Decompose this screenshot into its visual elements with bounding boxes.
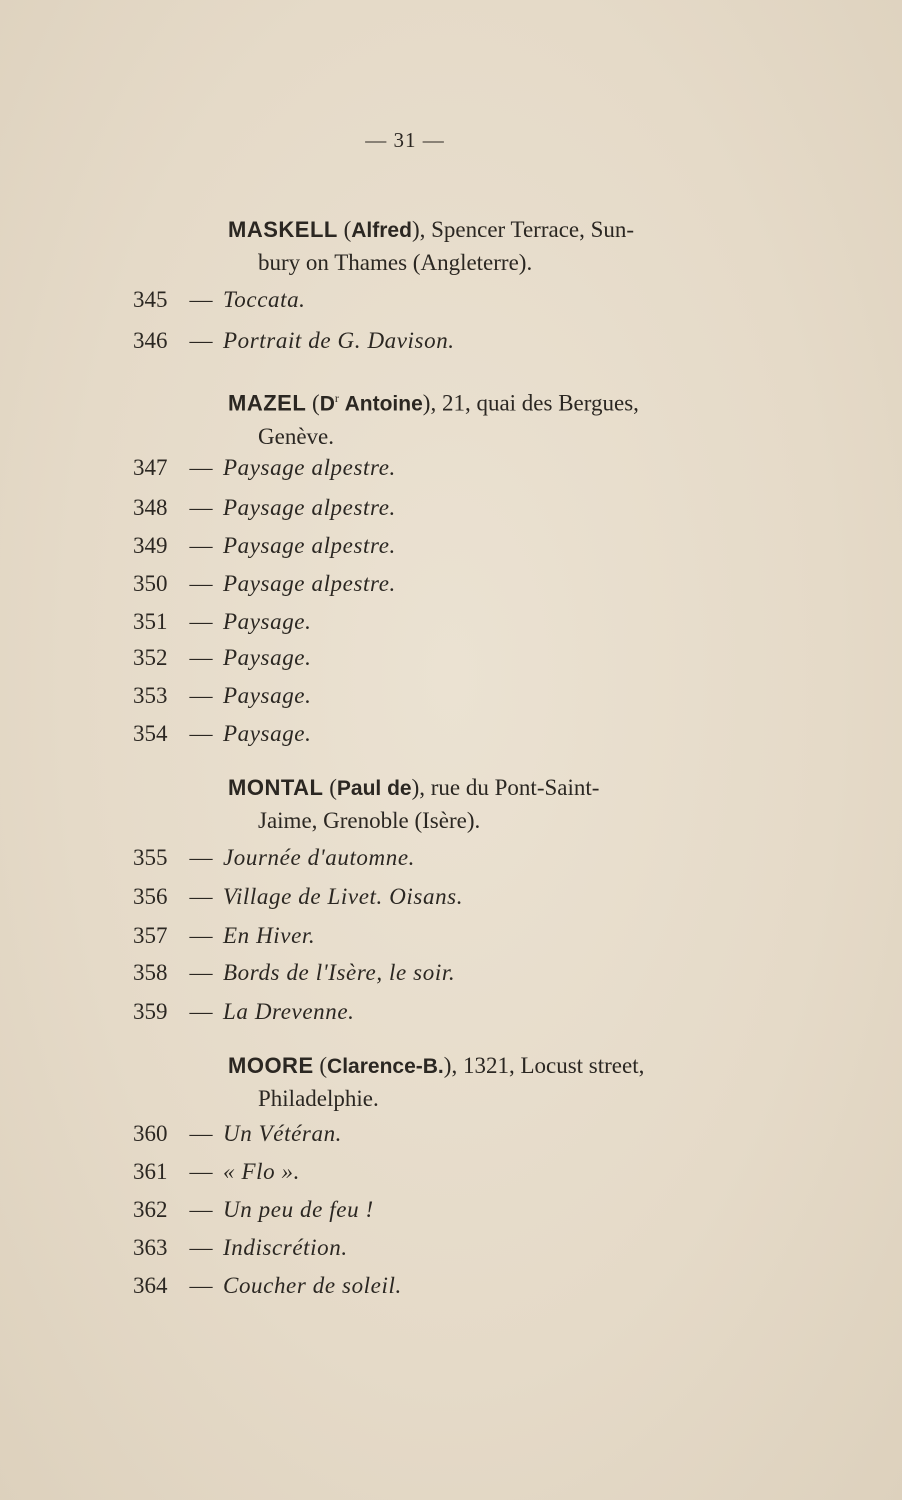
dash: — (189, 923, 213, 948)
dash: — (189, 1197, 213, 1222)
work-number: 348 (133, 495, 168, 520)
artist-name: MOORE (228, 1053, 314, 1078)
work-number: 345 (133, 287, 168, 312)
dash: — (189, 645, 213, 670)
work-title: Paysage. (223, 609, 312, 634)
work-number: 362 (133, 1197, 168, 1222)
dash: — (189, 609, 213, 634)
work-number: 351 (133, 609, 168, 634)
artist-heading: MOORE (Clarence-B.), 1321, Locust street, Philadelphie. (228, 1050, 678, 1115)
work-item (133, 718, 311, 750)
work-number: 355 (133, 845, 168, 870)
dash: — (189, 455, 213, 480)
work-item (133, 530, 396, 562)
page-number: — 31 — (365, 128, 445, 152)
work-number: 356 (133, 884, 168, 909)
work-item (133, 1194, 374, 1226)
work-item (133, 842, 415, 874)
artist-first-name: Antoine (344, 392, 423, 416)
dash: — (189, 683, 213, 708)
work-title: Un Vétéran. (223, 1121, 343, 1146)
work-item (133, 284, 306, 316)
work-title: Paysage. (223, 645, 312, 670)
work-title: Portrait de G. Davison. (223, 328, 455, 353)
artist-title-superscript: r (334, 391, 339, 405)
dash: — (189, 287, 213, 312)
work-title: Village de Livet. Oisans. (223, 884, 464, 909)
work-item (133, 1156, 300, 1188)
artist-address: , rue du Pont-Saint- (419, 775, 600, 800)
dash: — (189, 999, 213, 1024)
work-item (133, 996, 355, 1028)
work-item (133, 568, 396, 600)
work-number: 364 (133, 1273, 168, 1298)
artist-name: MAZEL (228, 390, 307, 416)
work-title: Paysage alpestre. (223, 533, 396, 558)
work-title: Paysage. (223, 721, 312, 746)
work-item (133, 957, 455, 989)
work-title: Coucher de soleil. (223, 1273, 402, 1298)
work-item (133, 1270, 402, 1302)
dash: — (189, 845, 213, 870)
dash: — (189, 960, 213, 985)
dash: — (189, 571, 213, 596)
artist-address-continued: Genève. (258, 423, 334, 449)
artist-address: , Spencer Terrace, Sun- (419, 217, 635, 242)
artist-address: , 21, quai des Bergues, (430, 390, 639, 416)
artist-address-continued: bury on Thames (Angleterre). (258, 250, 533, 275)
artist-title: D (319, 392, 335, 416)
artist-heading: MAZEL ($D^r$ Antoine), 21, quai des Bergues, Genève. (228, 382, 678, 453)
artist-address-continued: Jaime, Grenoble (Isère). (258, 808, 481, 833)
work-title: Journée d'automne. (223, 845, 416, 870)
work-number: 358 (133, 960, 168, 985)
work-number: 350 (133, 571, 168, 596)
work-title: Bords de l'Isère, le soir. (223, 960, 456, 985)
work-item (133, 325, 455, 357)
work-number: 359 (133, 999, 168, 1024)
work-title: Un peu de feu ! (223, 1197, 374, 1222)
work-number: 347 (133, 455, 168, 480)
work-number: 349 (133, 533, 168, 558)
work-title: Paysage alpestre. (223, 571, 396, 596)
artist-first-name: Alfred (351, 219, 412, 242)
work-item (133, 492, 396, 524)
work-title: Paysage. (223, 683, 312, 708)
work-number: 361 (133, 1159, 168, 1184)
artist-heading: MONTAL (Paul de), rue du Pont-Saint- Jaime, Grenoble (Isère). (228, 772, 678, 837)
dash: — (189, 1273, 213, 1298)
dash: — (189, 328, 213, 353)
artist-address: , 1321, Locust street, (451, 1053, 645, 1078)
artist-name: MONTAL (228, 775, 324, 800)
work-item (133, 881, 463, 913)
work-number: 354 (133, 721, 168, 746)
work-item (133, 606, 311, 638)
artist-first-name: Clarence-B. (327, 1055, 444, 1078)
dash: — (189, 1159, 213, 1184)
work-number: 363 (133, 1235, 168, 1260)
dash: — (189, 721, 213, 746)
artist-name: MASKELL (228, 217, 338, 242)
work-number: 352 (133, 645, 168, 670)
work-number: 357 (133, 923, 168, 948)
dash: — (189, 884, 213, 909)
work-item (133, 920, 315, 952)
work-title: Toccata. (223, 287, 306, 312)
work-title: En Hiver. (223, 923, 316, 948)
work-number: 353 (133, 683, 168, 708)
dash: — (189, 1121, 213, 1146)
work-title: Paysage alpestre. (223, 495, 396, 520)
work-title: « Flo ». (223, 1159, 300, 1184)
dash: — (189, 495, 213, 520)
artist-address-continued: Philadelphie. (258, 1086, 379, 1111)
work-number: 346 (133, 328, 168, 353)
artist-heading: MASKELL (Alfred), Spencer Terrace, Sun- bury on Thames (Angleterre). (228, 214, 678, 279)
work-item (133, 642, 311, 674)
work-item (133, 1232, 348, 1264)
dash: — (189, 1235, 213, 1260)
work-title: La Drevenne. (223, 999, 355, 1024)
work-item (133, 680, 311, 712)
work-item (133, 1118, 342, 1150)
artist-first-name: Paul de (336, 777, 412, 800)
work-title: Paysage alpestre. (223, 455, 396, 480)
work-number: 360 (133, 1121, 168, 1146)
dash: — (189, 533, 213, 558)
work-item (133, 452, 396, 484)
work-title: Indiscrétion. (223, 1235, 348, 1260)
